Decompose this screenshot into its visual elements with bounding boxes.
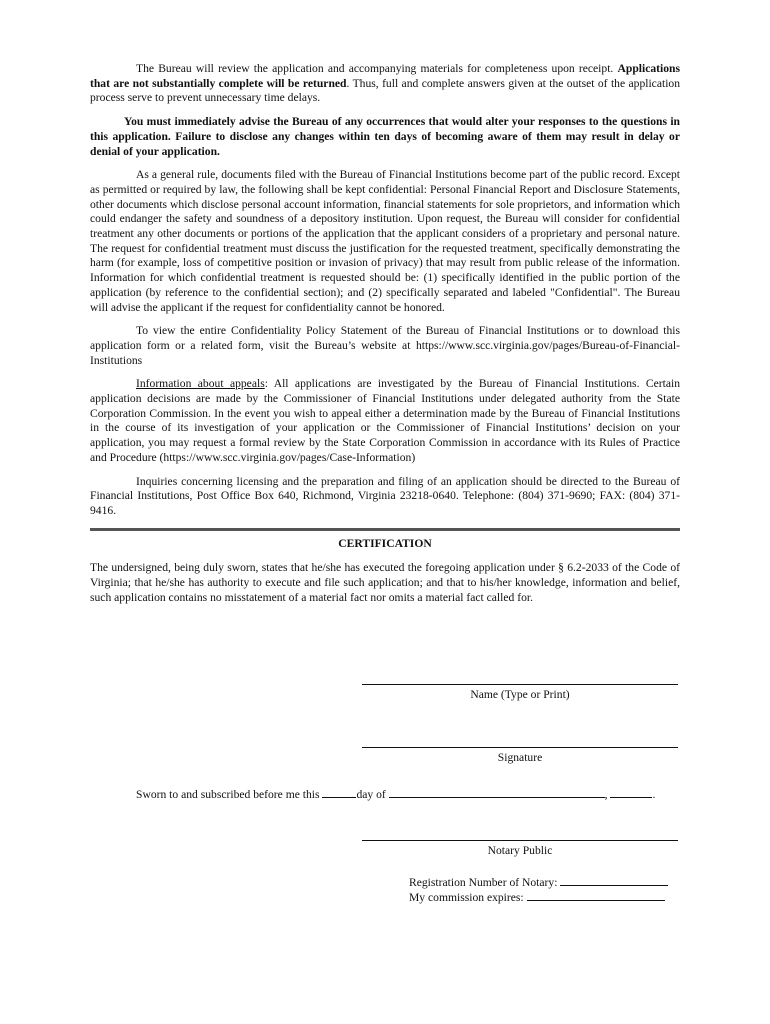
signature-line[interactable] bbox=[362, 747, 678, 748]
advise-bureau-notice: You must immediately advise the Bureau of any occurrences that would alter your responses to the questions in this application. Failure to disclose any changes within ten days of becoming aware of them may result in delay or denial of your application. bbox=[90, 115, 680, 158]
commission-label: My commission expires: bbox=[409, 891, 527, 904]
notary-line[interactable] bbox=[362, 840, 678, 841]
certification-title: CERTIFICATION bbox=[338, 536, 432, 550]
sworn-comma: , bbox=[604, 788, 611, 801]
sworn-prefix: Sworn to and subscribed before me this bbox=[136, 788, 323, 801]
notary-label: Notary Public bbox=[487, 844, 553, 857]
section-divider bbox=[90, 528, 680, 531]
appeals-paragraph bbox=[90, 377, 680, 465]
review-text-1: The Bureau will review the application and accompanying materials for completeness upon receipt. bbox=[136, 62, 618, 75]
document-body bbox=[90, 62, 680, 615]
name-block bbox=[362, 684, 678, 701]
name-label: Name (Type or Print) bbox=[470, 688, 570, 701]
sworn-end: . bbox=[652, 788, 656, 801]
signature-label: Signature bbox=[497, 751, 543, 764]
review-text-2: . Thus, full and complete answers given at the outset of the application process serve to prevent unnecessary time delays. bbox=[90, 76, 681, 105]
inquiries-paragraph: Inquiries concerning licensing and the preparation and filing of an application should be directed to the Bureau of Financial Institutions, Post Office Box 640, Richmond, Virginia 23218-0640. Telephone: (804) 371-9690; FAX: (804) 371-9416. bbox=[90, 474, 680, 517]
notary-block bbox=[362, 840, 678, 857]
registration-label: Registration Number of Notary: bbox=[409, 876, 561, 889]
year-blank[interactable] bbox=[610, 786, 652, 798]
incomplete-returned-notice: Applications that are not substantially complete will be returned bbox=[90, 62, 680, 90]
name-line[interactable] bbox=[362, 684, 678, 685]
certification-text: The undersigned, being duly sworn, states that he/she has executed the foregoing application under § 6.2-2033 of the Code of Virginia; that he/she has authority to execute and file such application; and that to his/her knowledge, information and belief, such application contains no misstatement of a material fact nor omits a material fact called for. bbox=[90, 561, 680, 604]
sworn-day-of: day of bbox=[356, 788, 389, 801]
registration-row bbox=[409, 874, 668, 889]
review-paragraph bbox=[90, 62, 680, 106]
website-paragraph: To view the entire Confidentiality Policy Statement of the Bureau of Financial Institutions or to download this application form or a related form, visit the Bureau’s website at https://www.scc.virginia.gov/pages/Bureau-of-Financial-Institutions bbox=[90, 324, 680, 367]
commission-row bbox=[409, 889, 665, 904]
appeals-text: : All applications are investigated by the Bureau of Financial Institutions. Certain application decisions are made by the Commissioner of Financial Institutions under delegated authority from the State Corporation Commission. In the event you wish to appeal either a determination made by the Bureau of Financial Institutions in the course of its investigation of your application or the Commissioner of Financial Institutions’ decision on your application, you may request a formal review by the State Corporation Commission in accordance with its Rules of Practice and Procedure (https://www.scc.virginia.gov/pages/Case-Information) bbox=[90, 377, 680, 464]
month-blank[interactable] bbox=[389, 786, 605, 798]
day-blank[interactable] bbox=[322, 786, 356, 798]
commission-blank[interactable] bbox=[527, 889, 665, 901]
appeals-label: Information about appeals bbox=[136, 377, 265, 391]
sworn-statement bbox=[136, 786, 655, 801]
confidentiality-paragraph: As a general rule, documents filed with the Bureau of Financial Institutions become part of the public record. Except as permitted or required by law, the following shall be kept confidential: Personal Financial Report and Disclosure Statements, other documents which disclose personal account information, financial statements for sole proprietors, and information which could endanger the safety and soundness of a depository institution. Upon request, the Bureau will consider for confidential treatment any other documents or portions of the application that the applicant considers of a proprietary and personal nature. The request for confidential treatment must discuss the justification for the requested treatment, specifically demonstrating the harm (for example, loss of competitive position or invasion of privacy) that may result from public release of the information. Information for which confidential treatment is requested should be: (1) specifically identified in the public portion of the application (by reference to the confidential section); and (2) specifically separated and labeled "Confidential". The Bureau will advise the applicant if the request for confidentiality cannot be honored. bbox=[90, 168, 680, 314]
signature-block bbox=[362, 747, 678, 764]
registration-blank[interactable] bbox=[560, 874, 668, 886]
